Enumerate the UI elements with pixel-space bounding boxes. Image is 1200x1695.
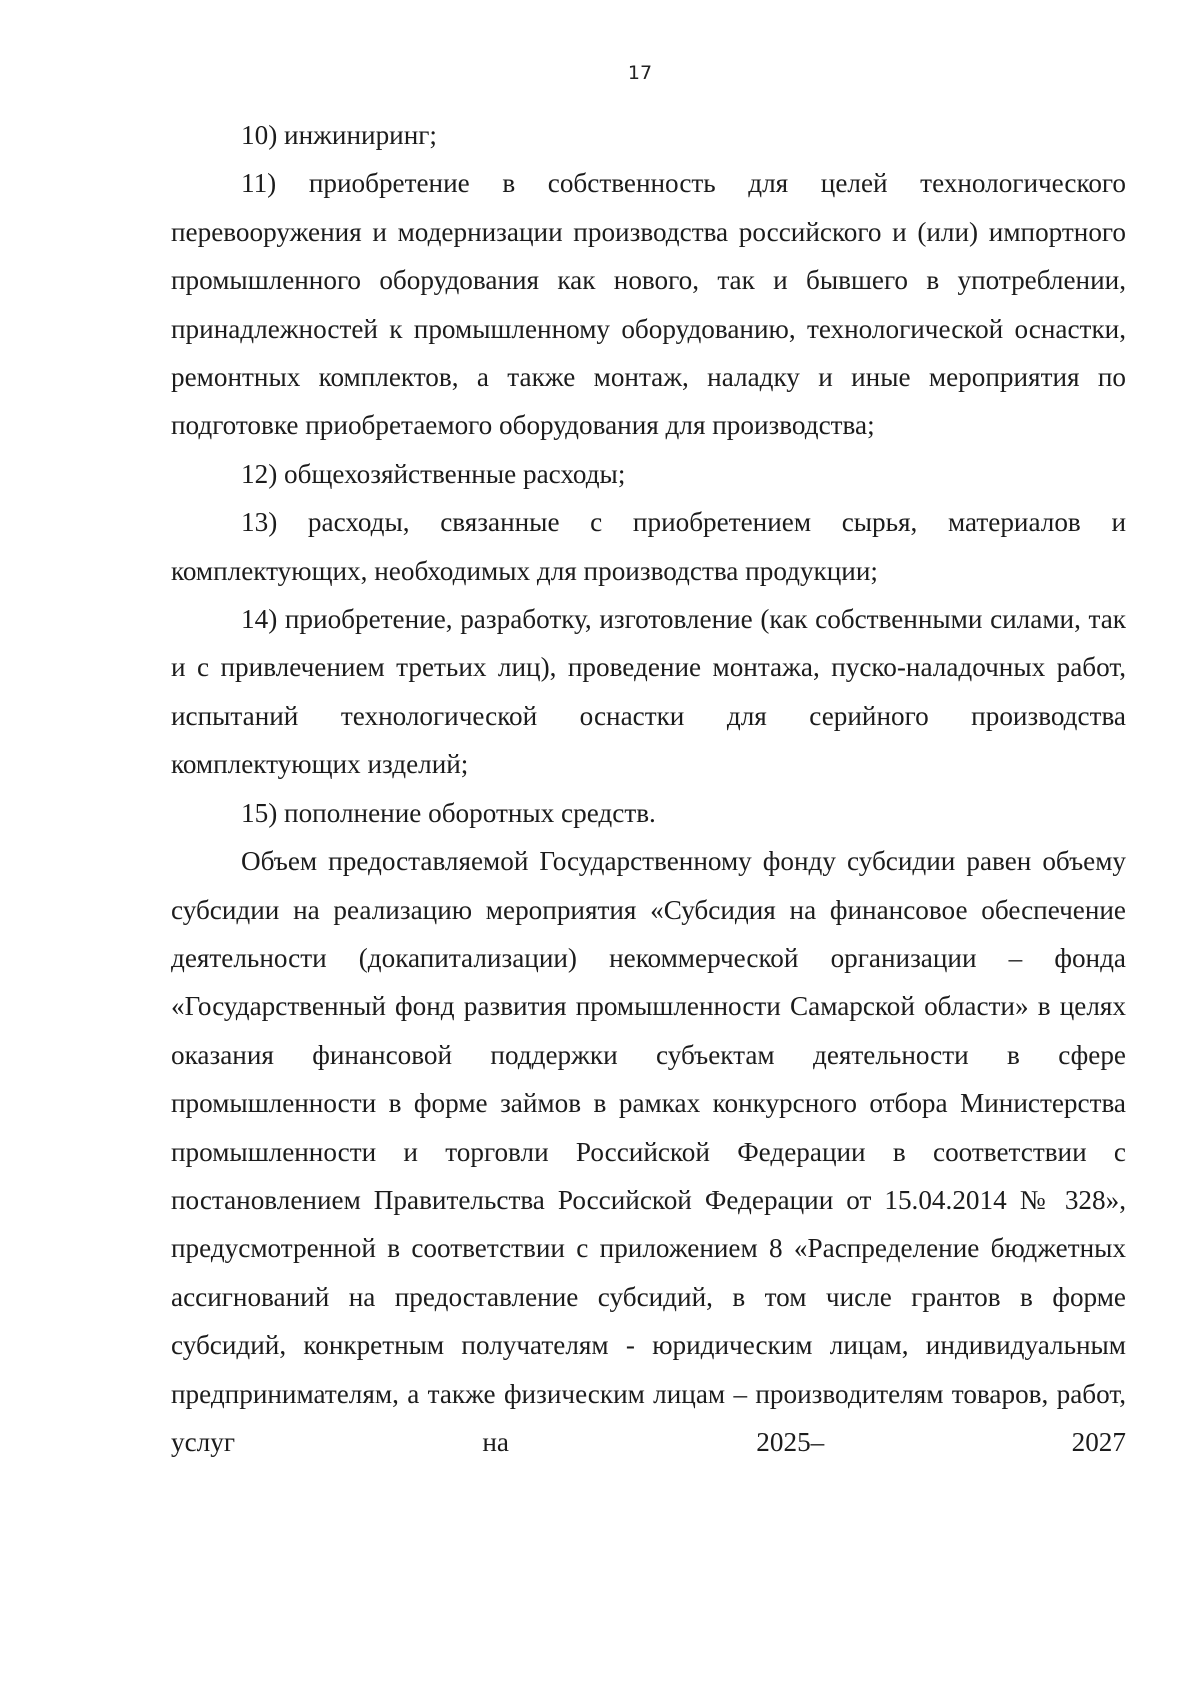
list-item-12: 12) общехозяйственные расходы; bbox=[241, 458, 626, 489]
list-item-13: 13) расходы, связанные с приобретением сырья, материалов и комплектующих, необходимых для производства продукции; bbox=[171, 507, 1126, 586]
list-item-10: 10) инжиниринг; bbox=[241, 120, 437, 150]
document-body bbox=[171, 111, 1126, 1466]
subsidy-volume-paragraph: Объем предоставляемой Государственному фонду субсидии равен объему субсидии на реализацию мероприятия «Субсидия на финансовое обеспечение деятельности (докапитализации) некоммерческой организации – фонда «Государственный фонд развития промышленности Самарской области» в целях оказания финансовой поддержки субъектам деятельности в сфере промышленности в форме займов в рамках конкурсного отбора Министерства промышленности и торговли Российской Федерации в соответствии с постановлением Правительства Российской Федерации от 15.04.2014 № 328», предусмотренной в соответствии с приложением 8 «Распределение бюджетных ассигнований на предоставление субсидий, в том числе грантов в форме субсидий, конкретным получателям - юридическим лицам, индивидуальным предпринимателям, а также физическим лицам – производителям товаров, работ, услуг на 2025– 2027 bbox=[171, 846, 1126, 1457]
list-item-14: 14) приобретение, разработку, изготовление (как собственными силами, так и с привлечением третьих лиц), проведение монтажа, пуско-наладочных работ, испытаний технологической оснастки для серийного производства комплектующих изделий; bbox=[171, 604, 1126, 780]
page-number: 17 bbox=[627, 62, 653, 84]
list-item-15: 15) пополнение оборотных средств. bbox=[241, 797, 656, 828]
list-item-11: 11) приобретение в собственность для целей технологического перевооружения и модернизации производства российского и (или) импортного промышленного оборудования как нового, так и бывшего в употреблении, принадлежностей к промышленному оборудованию, технологической оснастки, ремонтных комплектов, а также монтаж, наладку и иные мероприятия по подготовке приобретаемого оборудования для производства; bbox=[171, 168, 1126, 441]
